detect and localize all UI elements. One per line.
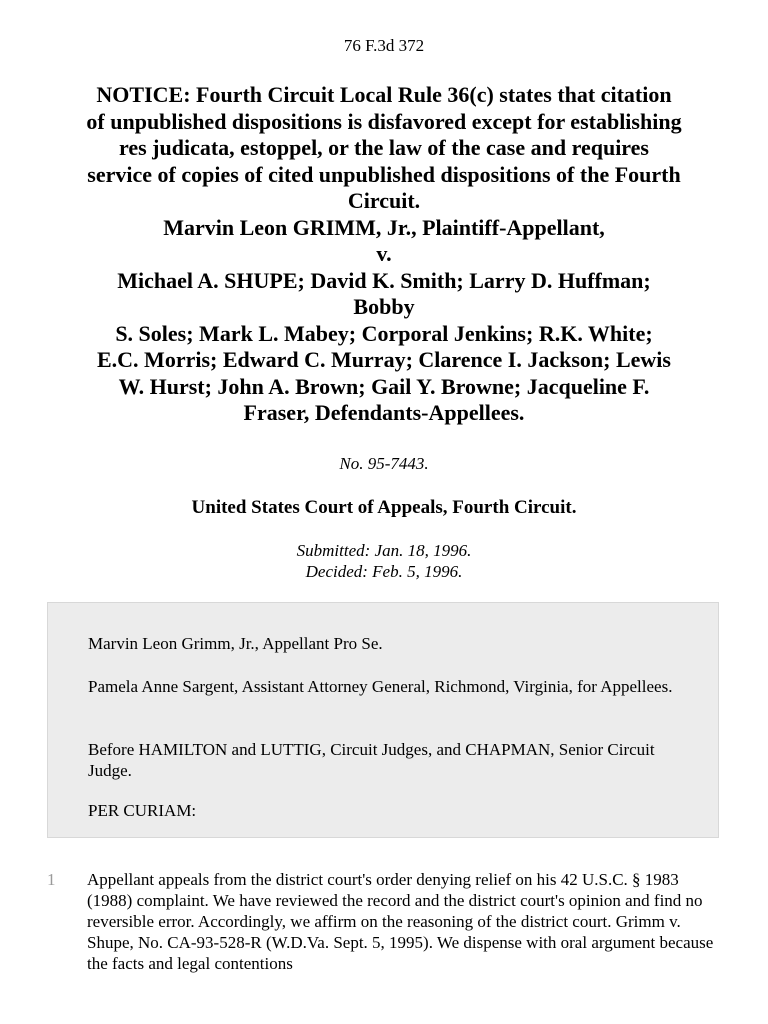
caption-line: Marvin Leon GRIMM, Jr., Plaintiff-Appellant, xyxy=(163,214,605,240)
submitted-date: Submitted: Jan. 18, 1996. xyxy=(296,541,472,560)
notice-line: NOTICE: Fourth Circuit Local Rule 36(c) states that citation xyxy=(96,82,672,107)
caption-line: Bobby xyxy=(353,294,415,319)
appellant-counsel: Marvin Leon Grimm, Jr., Appellant Pro Se. xyxy=(88,634,383,653)
paragraph-number: 1 xyxy=(47,870,56,889)
court-name: United States Court of Appeals, Fourth Circuit. xyxy=(191,497,577,518)
paragraph-text: Appellant appeals from the district court's order denying relief on his 42 U.S.C. § 1983 (1988) complaint. We have reviewed the record and the district court's opinion and find no reversible error. Accordingly, we affirm on the reasoning of the district court. Grimm v. Shupe, No. CA-93-528-R (W.D.Va. Sept. 5, 1995). We dispense with oral argument because the facts and legal contentions xyxy=(87,870,714,973)
decided-date: Decided: Feb. 5, 1996. xyxy=(305,562,463,581)
caption-line: Michael A. SHUPE; David K. Smith; Larry D. Huffman; xyxy=(117,267,651,293)
caption-line: S. Soles; Mark L. Mabey; Corporal Jenkins; R.K. White; xyxy=(115,320,653,346)
notice-line: Circuit. xyxy=(347,188,421,213)
caption-line: Fraser, Defendants-Appellees. xyxy=(243,400,525,425)
judges-panel: Before HAMILTON and LUTTIG, Circuit Judges, and CHAPMAN, Senior Circuit Judge. xyxy=(88,740,655,780)
caption-line: W. Hurst; John A. Brown; Gail Y. Browne; Jacqueline F. xyxy=(118,373,650,399)
docket-number: No. 95-7443. xyxy=(339,454,429,473)
appellees-counsel: Pamela Anne Sargent, Assistant Attorney General, Richmond, Virginia, for Appellees. xyxy=(88,677,673,696)
case-heading xyxy=(40,82,728,427)
case-dates xyxy=(0,540,768,582)
caption-line: v. xyxy=(376,241,392,266)
notice-line: service of copies of cited unpublished dispositions of the Fourth xyxy=(87,161,681,187)
notice-line: of unpublished dispositions is disfavored except for establishing xyxy=(86,108,682,134)
case-citation: 76 F.3d 372 xyxy=(343,36,425,55)
caption-line: E.C. Morris; Edward C. Murray; Clarence I. Jackson; Lewis xyxy=(97,347,671,372)
per-curiam: PER CURIAM: xyxy=(88,801,197,820)
notice-line: res judicata, estoppel, or the law of the case and requires xyxy=(118,135,649,160)
counsel-panel xyxy=(47,602,719,838)
